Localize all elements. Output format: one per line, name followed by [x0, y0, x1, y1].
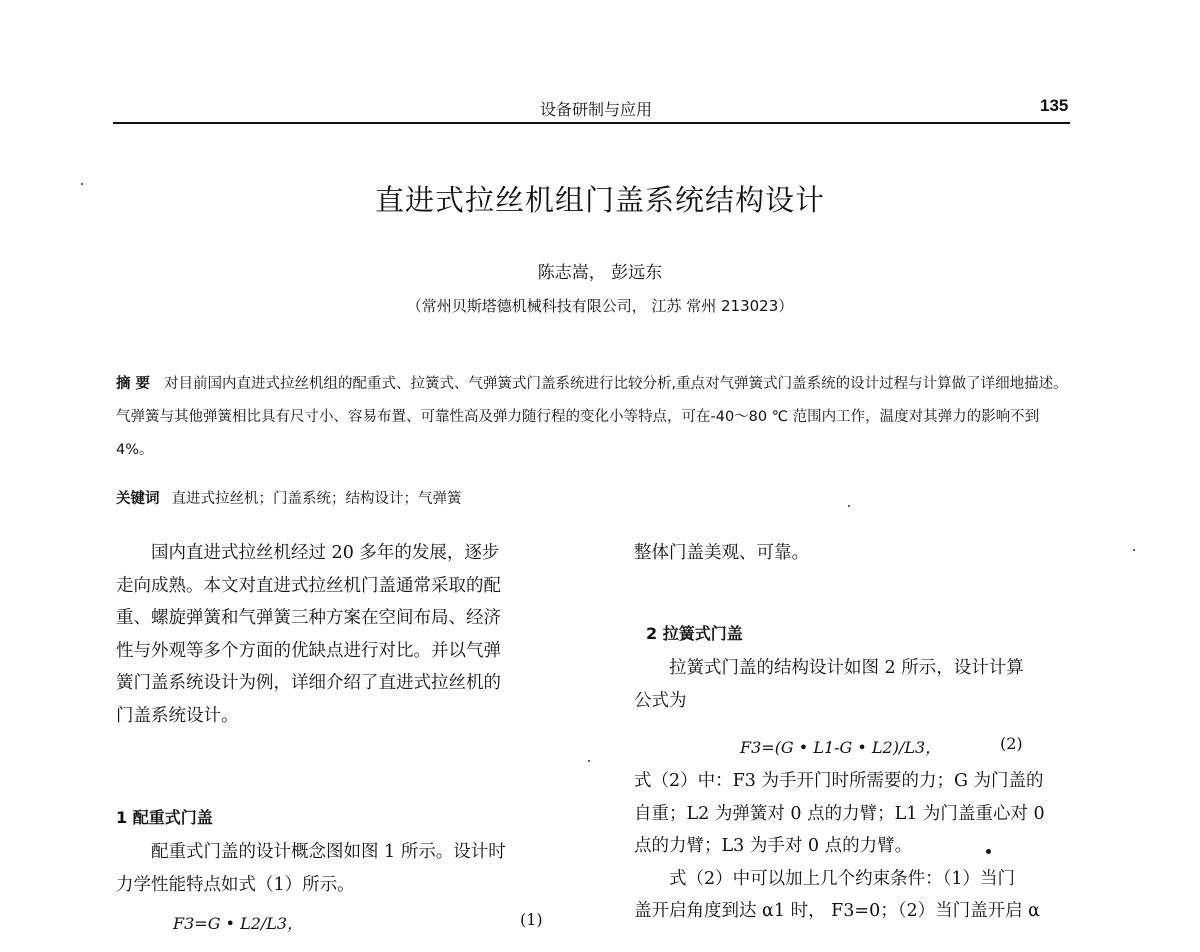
abstract-label: 摘 要 — [116, 376, 151, 392]
body-line: 拉簧式门盖的结构设计如图 2 所示，设计计算 — [634, 658, 1024, 678]
keywords-text: 直进式拉丝机；门盖系统；结构设计；气弹簧 — [171, 491, 462, 507]
formula-1-number: (1) — [520, 910, 543, 929]
paper-affiliation: （常州贝斯塔德机械科技有限公司， 江苏 常州 213023） — [406, 297, 794, 315]
paper-title: 直进式拉丝机组门盖系统结构设计 — [374, 183, 825, 217]
scan-speck — [588, 760, 590, 762]
paper-authors: 陈志嵩， 彭远东 — [537, 263, 663, 283]
body-line: 式（2）中可以加上几个约束条件：（1）当门 — [634, 868, 1016, 889]
body-line: 性与外观等多个方面的优缺点进行对比。并以气弹 — [116, 640, 501, 661]
left-column-intro — [116, 537, 594, 732]
body-line: 公式为 — [634, 690, 687, 711]
page-number: 135 — [1040, 96, 1069, 115]
body-line: 门盖系统设计。 — [116, 705, 239, 726]
body-line: 配重式门盖的设计概念图如图 1 所示。设计时 — [116, 842, 506, 862]
abstract-text: 对目前国内直进式拉丝机组的配重式、拉簧式、气弹簧式门盖系统进行比较分析,重点对气弹簧式门盖系统的设计过程与计算做了详细地描述。气弹簧与其他弹簧相比具有尺寸小、容易布置、可靠性高及弹力随行程的变化小等特点，可在-40～80 ℃ 范围内工作，温度对其弹力的影响不到4%。 — [116, 376, 1068, 458]
body-line: 式（2）中：F3 为手开门时所需要的力；G 为门盖的 — [634, 771, 1044, 791]
left-column-section1 — [116, 836, 594, 901]
body-line: 盖开启角度到达 α1 时， F3=0；（2）当门盖开启 α — [634, 901, 1040, 921]
body-line: 重、螺旋弹簧和气弹簧三种方案在空间布局、经济 — [116, 608, 501, 628]
section-heading-1: 1 配重式门盖 — [116, 808, 213, 827]
right-column-section2 — [634, 652, 1108, 717]
body-line: 自重；L2 为弹簧对 0 点的力臂；L1 为门盖重心对 0 — [634, 803, 1045, 824]
right-column-after-formula — [634, 765, 1108, 928]
body-line: 力学性能特点如式（1）所示。 — [116, 874, 355, 895]
body-line: 簧门盖系统设计为例，详细介绍了直进式拉丝机的 — [116, 673, 501, 693]
right-column-top-line: 整体门盖美观、可靠。 — [634, 543, 809, 563]
scan-speck — [81, 183, 83, 185]
section-heading-2: 2 拉簧式门盖 — [646, 624, 743, 643]
keywords-label: 关键词 — [116, 491, 160, 507]
running-header-title: 设备研制与应用 — [540, 100, 653, 119]
scan-speck — [1133, 549, 1135, 551]
formula-1: F3=G • L2/L3， — [173, 914, 304, 933]
scan-dot — [986, 849, 991, 854]
body-line: 国内直进式拉丝机经过 20 多年的发展，逐步 — [116, 543, 500, 563]
abstract — [116, 368, 1076, 467]
formula-2-number: (2) — [1000, 734, 1023, 753]
scan-speck — [848, 505, 850, 507]
header-rule — [113, 122, 1070, 124]
body-line: 走向成熟。本文对直进式拉丝机门盖通常采取的配 — [116, 575, 501, 596]
body-line: 点的力臂；L3 为手对 0 点的力臂。 — [634, 836, 913, 856]
formula-2: F3=(G • L1-G • L2)/L3， — [740, 738, 942, 757]
keywords — [116, 487, 462, 508]
